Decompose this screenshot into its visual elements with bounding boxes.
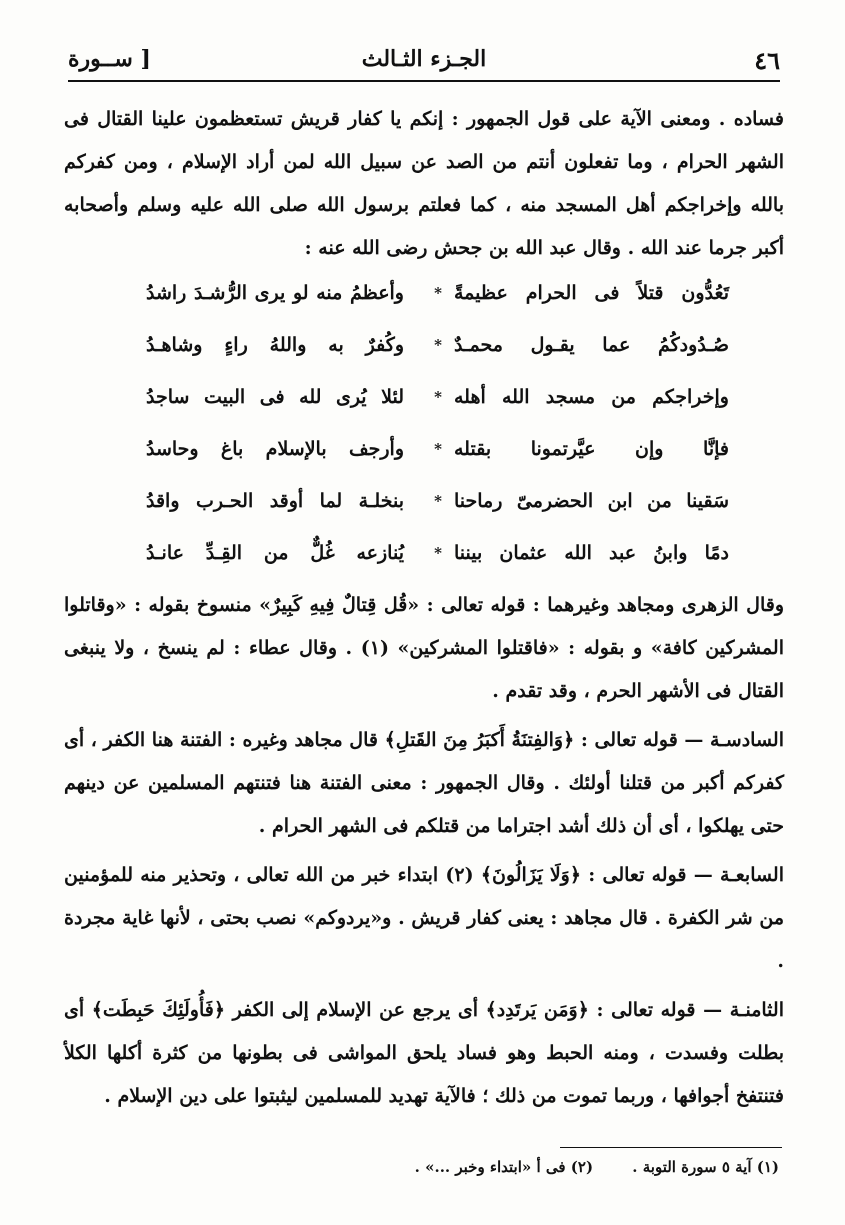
verse-first-hemistich: دمًا وابنُ عبد الله عثمان بيننا bbox=[454, 542, 729, 564]
page-body bbox=[64, 98, 784, 1118]
surah-label: [ ســورة bbox=[68, 46, 151, 72]
poem-verse bbox=[64, 428, 784, 480]
verse-second-hemistich: وأرجف بالإسلام باغ وحاسدُ bbox=[146, 438, 404, 460]
verse-separator: * bbox=[434, 544, 442, 562]
verse-first-hemistich: تَعُدُّون قتلاً فى الحرام عظيمةً bbox=[454, 282, 729, 304]
footnote-2: (٢) فى أ «ابتداء وخبر ...» . bbox=[414, 1158, 594, 1176]
verse-separator: * bbox=[434, 388, 442, 406]
paragraph-abrogation: وقال الزهرى ومجاهد وغيرهما : قوله تعالى : «قُل قِتالٌ فِيهِ كَبِيرٌ» منسوخ بقوله : «وقاتلوا المشركين كافة» و بقوله : «فاقتلوا المشركين» (١) . وقال عطاء : لم ينسخ ، ولا ينبغى القتال فى الأشهر الحرم ، وقد تقدم . bbox=[64, 594, 785, 702]
verse-second-hemistich: يُنازعه غُلٌّ من القِـدِّ عانـدُ bbox=[146, 542, 404, 564]
poem-verse bbox=[64, 324, 784, 376]
footnote-divider bbox=[560, 1147, 782, 1148]
paragraph-intro: فساده . ومعنى الآية على قول الجمهور : إنكم يا كفار قريش تستعظمون علينا القتال فى الشهر الحرام ، وما تفعلون أنتم من الصد عن سبيل الله لمن أراد الإسلام ، ومن كفركم بالله وإخراجكم أهل المسجد منه ، كما فعلتم برسول الله صلى الله عليه وسلم وأصحابه أكبر جرما عند الله . وقال عبد الله بن جحش رضى الله عنه : bbox=[64, 108, 784, 259]
part-title: الجـزء الثـالث bbox=[361, 46, 487, 72]
paragraph-eighth: الثامنـة — قوله تعالى : ﴿وَمَن يَرتَدِد﴾ أى يرجع عن الإسلام إلى الكفر ﴿فَأُولَئِكَ حَبِطَت﴾ أى بطلت وفسدت ، ومنه الحبط وهو فساد يلحق المواشى فى بطونها من كثرة أكلها الكلأ فتنتفخ أجوافها ، وربما تموت من ذلك ؛ فالآية تهديد للمسلمين ليثبتوا على دين الإسلام . bbox=[64, 999, 784, 1107]
page-header bbox=[68, 40, 780, 80]
verse-separator: * bbox=[434, 492, 442, 510]
verse-separator: * bbox=[434, 440, 442, 458]
verse-first-hemistich: وإخراجكم من مسجد الله أهله bbox=[454, 386, 729, 408]
verse-separator: * bbox=[434, 336, 442, 354]
verse-second-hemistich: لئلا يُرى لله فى البيت ساجدُ bbox=[146, 386, 404, 408]
verse-second-hemistich: وأعظمُ منه لو يرى الرُّشـدَ راشدُ bbox=[146, 282, 404, 304]
paragraph-seventh: السابعـة — قوله تعالى : ﴿وَلَا يَزَالُونَ﴾ (٢) ابتداء خبر من الله تعالى ، وتحذير منه للمؤمنين من شر الكفرة . قال مجاهد : يعنى كفار قريش . و«يردوكم» نصب بحتى ، لأنها غاية مجردة . bbox=[64, 864, 784, 972]
footnotes bbox=[381, 1158, 779, 1176]
poem-verse bbox=[64, 532, 784, 584]
verse-second-hemistich: بنخلـة لما أوقد الحـرب واقدُ bbox=[146, 490, 404, 512]
footnote-1: (١) آية ٥ سورة التوبة . bbox=[632, 1158, 779, 1176]
poem-verse bbox=[64, 480, 784, 532]
verse-first-hemistich: سَقينا من ابن الحضرمىّ رماحنا bbox=[454, 490, 729, 512]
verse-first-hemistich: صُـدُودكُمُ عما يقـول محمـدٌ bbox=[454, 334, 729, 356]
header-divider bbox=[68, 80, 780, 82]
paragraph-sixth: السادسـة — قوله تعالى : ﴿وَالفِتنَةُ أَكبَرُ مِنَ القَتلِ﴾ قال مجاهد وغيره : الفتنة هنا الكفر ، أى كفركم أكبر من قتلنا أولئك . وقال الجمهور : معنى الفتنة هنا فتنتهم المسلمين عن دينهم حتى يهلكوا ، أى أن ذلك أشد اجتراما من قتلكم فى الشهر الحرام . bbox=[64, 729, 784, 837]
verse-second-hemistich: وكُفرٌ به واللهُ راءٍ وشاهـدُ bbox=[146, 334, 404, 356]
page-number: ٤٦ bbox=[754, 46, 780, 75]
poem-verse bbox=[64, 272, 784, 324]
poem bbox=[64, 272, 784, 584]
verse-separator: * bbox=[434, 284, 442, 302]
poem-verse bbox=[64, 376, 784, 428]
verse-first-hemistich: فإنَّا وإن عيَّرتمونا بقتله bbox=[454, 438, 729, 460]
